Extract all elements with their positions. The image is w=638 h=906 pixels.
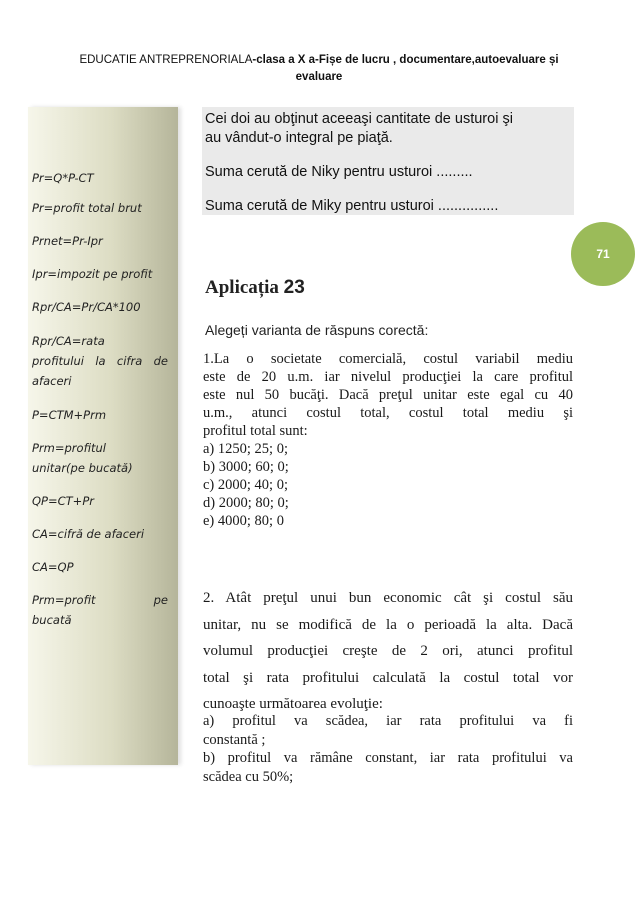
question-2-options — [203, 712, 573, 786]
page-number-badge — [571, 222, 635, 286]
header-subtitle: -clasa a X a-Fișe de lucru , documentare,autoevaluare și — [252, 54, 559, 66]
page-number: 71 — [596, 247, 610, 261]
instruction-text: Alegeți varianta de răspuns corectă: — [205, 322, 429, 338]
question-text-line: profitul total sunt: — [203, 423, 308, 439]
question-text-line: este de 20 u.m. iar nivelul producţiei la care profitul — [203, 369, 573, 385]
formula-item: Pr=profit total brut — [32, 201, 142, 215]
formula-item: Ipr=impozit pe profit — [32, 267, 153, 281]
formula-item: profitului la cifra de — [32, 354, 168, 368]
application-title — [205, 277, 305, 299]
formula-item: Rpr/CA=rata — [32, 334, 105, 348]
answer-option: a) 1250; 25; 0; — [203, 441, 288, 457]
answer-option: d) 2000; 80; 0; — [203, 495, 289, 511]
answer-option: a) profitul va scădea, iar rata profitului va fi — [203, 713, 573, 729]
formula-item: unitar(pe bucată) — [32, 461, 133, 475]
formula-item: Rpr/CA=Pr/CA*100 — [32, 300, 141, 314]
formula-item: P=CTM+Prm — [32, 408, 107, 422]
formula-item: Prm=profit pe — [32, 593, 168, 607]
header-subtitle-line2: evaluare — [295, 71, 343, 83]
question-2 — [203, 585, 573, 718]
story-line: Suma cerută de Niky pentru usturoi ......... — [205, 164, 473, 180]
question-text-line: unitar, nu se modifică de la o perioadă la alta. Dacă — [203, 616, 573, 633]
application-label: Aplicația — [205, 277, 279, 298]
formula-item: CA=QP — [32, 560, 74, 574]
formula-item: afaceri — [32, 374, 72, 388]
question-text-line: 1.La o societate comercială, costul variabil mediu — [203, 351, 573, 367]
answer-option: b) profitul va rămâne constant, iar rata profitului va — [203, 750, 573, 766]
answer-option: c) 2000; 40; 0; — [203, 477, 288, 493]
question-text-line: 2. Atât preţul unui bun economic cât şi costul său — [203, 590, 573, 606]
answer-option: constantă ; — [203, 731, 266, 748]
application-number: 23 — [283, 277, 305, 298]
question-text-line: u.m., atunci costul total, costul total mediu şi — [203, 405, 573, 421]
formula-item: bucată — [32, 613, 72, 627]
formula-item: CA=cifră de afaceri — [32, 527, 145, 541]
question-text-line: este nul 50 bucăţi. Dacă preţul unitar este egal cu 40 — [203, 387, 573, 403]
answer-option: b) 3000; 60; 0; — [203, 459, 289, 475]
story-line: au vândut-o integral pe piaţă. — [205, 130, 393, 146]
question-text-line: total şi rata profitului calculată la costul total vor — [203, 669, 573, 686]
formula-item: Pr=Q*P-CT — [32, 171, 94, 185]
page-header — [22, 52, 616, 86]
formula-item: QP=CT+Pr — [32, 494, 94, 508]
story-line: Cei doi au obţinut aceeaşi cantitate de usturoi şi — [205, 111, 513, 127]
header-subject: EDUCATIE ANTREPRENORIALA — [79, 54, 253, 66]
answer-option: e) 4000; 80; 0 — [203, 513, 284, 529]
formula-item: Prm=profitul — [32, 441, 106, 455]
question-text-line: cunoaşte următoarea evoluţie: — [203, 696, 383, 712]
question-1 — [203, 350, 573, 530]
formula-item: Prnet=Pr-Ipr — [32, 234, 103, 248]
story-line: Suma cerută de Miky pentru usturoi ............... — [205, 198, 499, 214]
question-text-line: volumul producţiei creşte de 2 ori, atunci profitul — [203, 643, 573, 659]
answer-option: scădea cu 50%; — [203, 768, 294, 785]
